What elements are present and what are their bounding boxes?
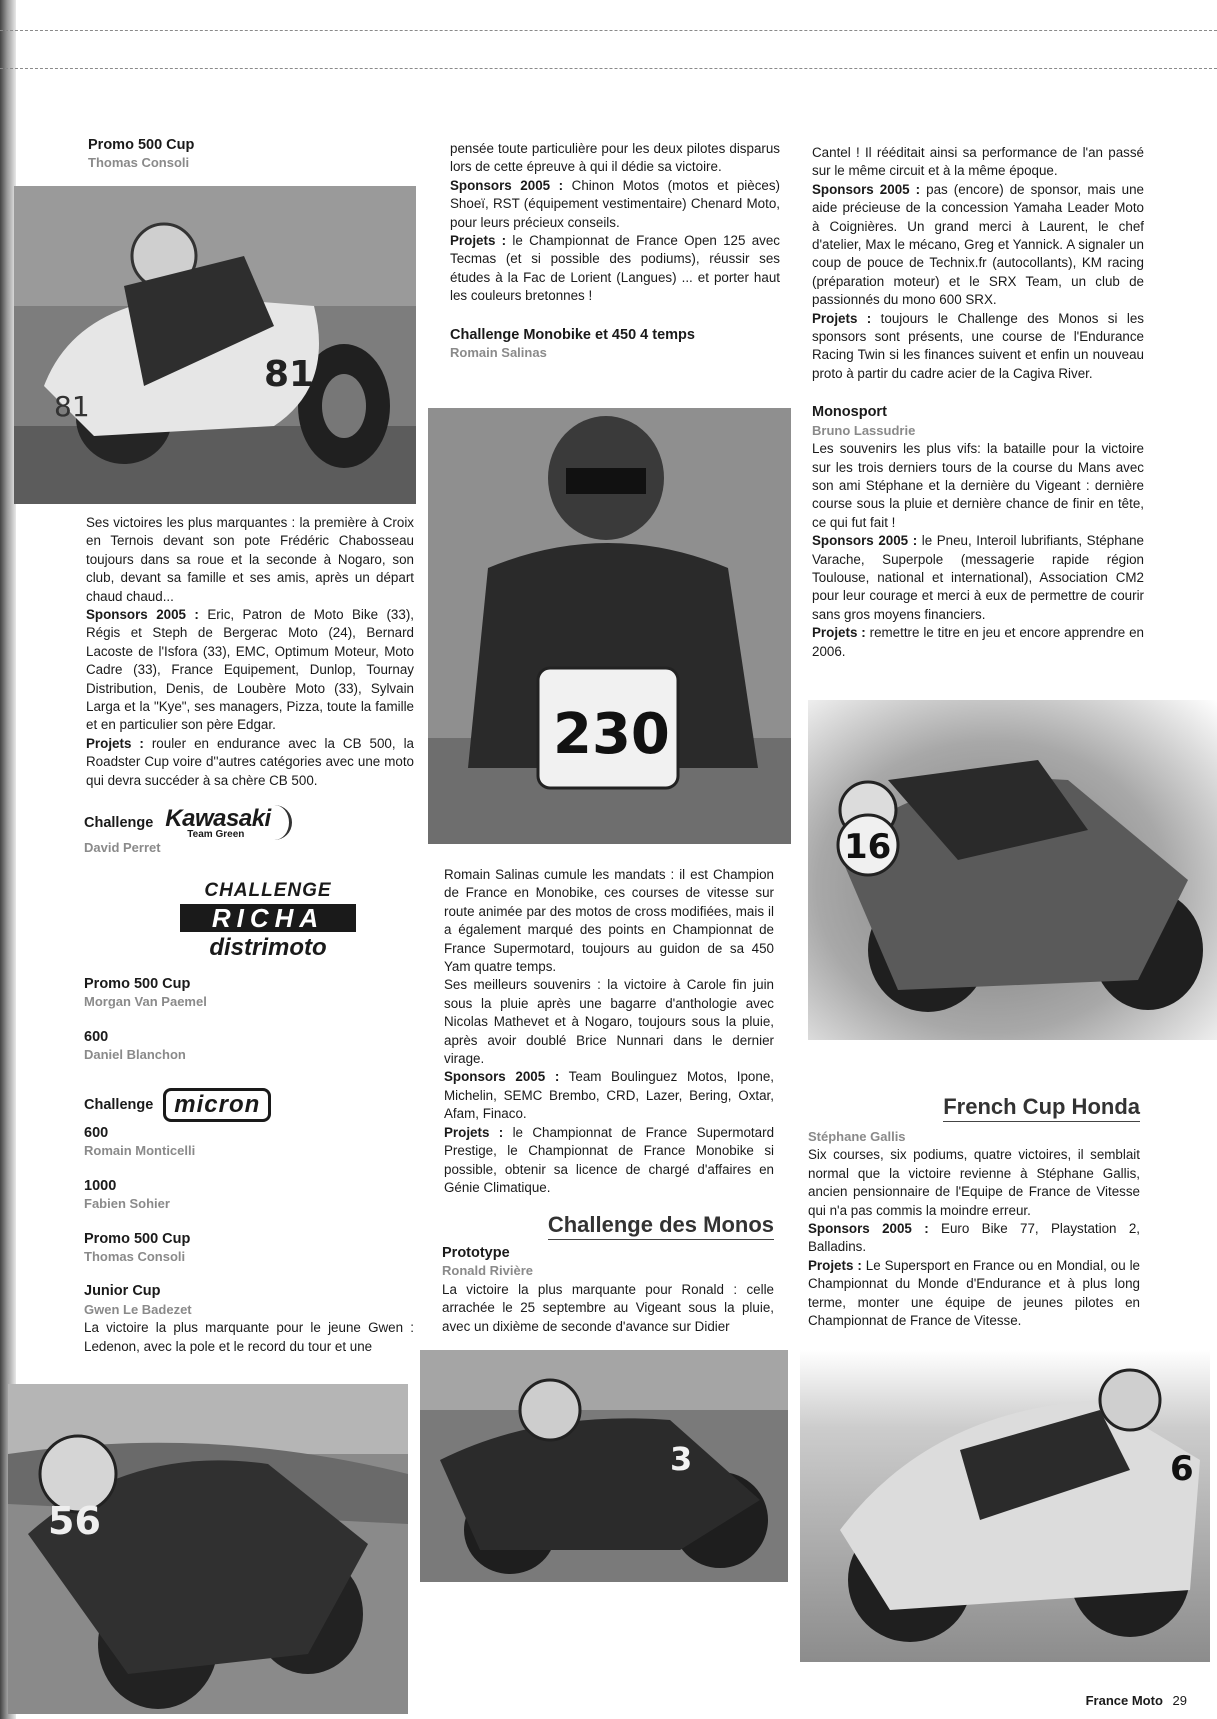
heading: Promo 500 Cup (84, 976, 191, 992)
text: pas (encore) de sponsor, mais une aide précieuse de la concession Yamaha Leader Moto à Coignières. Un grand merci à Laurent, le chef d'atelier, Max le mécano, Greg et Yannick. A signaler un coup de pouce de Technix.fr (autocollants), KM racing (préparation moteur) et le SRX Team, un club de passionnés du mono 600 SRX. (812, 181, 1144, 308)
photo-rider-81 (14, 186, 416, 504)
logo-line-richa: RICHA (180, 904, 356, 932)
col1-list (84, 975, 414, 1065)
rider-name: Stéphane Gallis (808, 1129, 906, 1144)
kawasaki-block (84, 805, 414, 855)
rider-name: Bruno Lassudrie (812, 422, 916, 438)
race-number: 56 (48, 1499, 101, 1543)
monosport-head (812, 403, 1144, 440)
heading: Promo 500 Cup (84, 1230, 191, 1247)
logo-line-distrimoto: distrimoto (209, 934, 327, 961)
label: Projets : (450, 233, 507, 249)
photo-rider-56 (8, 1384, 408, 1714)
photo-rider-16 (808, 700, 1217, 1040)
text: Chinon Motos (motos et pièces) Shoeï, RST (équipement vestimentaire) Chenard Moto, pour leurs précieux conseils. (450, 177, 780, 230)
rider-name: David Perret (84, 840, 161, 855)
paragraph: La victoire la plus marquante pour le jeune Gwen : Ledenon, avec la pole et le record du tour et une (84, 1320, 414, 1354)
rider-name: Fabien Sohier (84, 1196, 170, 1212)
photo-rider-230 (428, 408, 791, 844)
heading: Prototype (442, 1245, 510, 1261)
label: Sponsors 2005 : (86, 607, 199, 623)
paragraph: Ses victoires les plus marquantes : la première à Croix en Ternois devant son pote Frédéric Chabosseau toujours dans sa roue et la seconde à Nogaro, son club, devant sa famille et ses amis, après un départ chaud chaud... (86, 515, 414, 604)
top-dashed-rule (0, 30, 1217, 31)
team-green-text: Team Green (187, 829, 245, 840)
challenge-label: Challenge (84, 1097, 154, 1113)
paragraph: Les souvenirs les plus vifs: la bataille pour la victoire sur les trois derniers tours de la course du Mans avec son ami Stéphane et la dernière du Vigeant : dernière course sous la pluie et dernière chance de finir en tête, ce qui fut fait ! (812, 441, 1144, 530)
heading: Monosport (812, 404, 887, 421)
label: Projets : (812, 625, 866, 641)
label: Projets : (812, 310, 872, 326)
label: Sponsors 2005 : (808, 1221, 929, 1237)
text: le Pneu, Interoil lubrifiants, Stéphane Varache, Superpole (messagerie rapide région Toulouse, national et international), Association CM2 pour leur courage et merci à eux de permettre de courir sans gros moyens financiers. (812, 533, 1144, 622)
label: Sponsors 2005 : (812, 533, 918, 549)
paragraph-projets (444, 1124, 774, 1198)
section-title-monos (444, 1212, 774, 1238)
entry-600 (84, 1028, 414, 1065)
race-number: 81 (264, 354, 315, 395)
rider-name: Romain Monticelli (84, 1143, 196, 1159)
photo-rider-3 (420, 1350, 788, 1582)
entry-promo500 (84, 975, 414, 1012)
section-title-honda (812, 1094, 1140, 1120)
text: le Championnat de France Supermotard Prestige, le Championnat de France Monobike si possible, obtenir sa licence de chargé d'affaires en Génie Climatique. (444, 1124, 775, 1195)
race-number: 230 (553, 702, 670, 767)
label: Sponsors 2005 : (812, 181, 921, 197)
race-number: 16 (844, 827, 892, 867)
heading: 600 (84, 1028, 109, 1045)
text: Team Boulinguez Motos, Ipone, Michelin, SEMC Brembo, CRD, Lazer, Bering, Oxtar, Afam, Finaco. (444, 1069, 774, 1122)
text: remettre le titre en jeu et encore apprendre en 2006. (812, 625, 1144, 659)
label: Projets : (444, 1124, 504, 1140)
heading: 1000 (84, 1177, 117, 1194)
paragraph-projets (450, 232, 780, 306)
race-number: 6 (1170, 1449, 1194, 1489)
label: Sponsors 2005 : (444, 1069, 560, 1085)
rider-name: Ronald Rivière (442, 1263, 534, 1279)
challenge-label: Challenge (84, 814, 154, 831)
paragraph-sponsors (812, 181, 1144, 310)
paragraph: Cantel ! Il rééditait ainsi sa performance de l'an passé sur le même circuit et à la même époque. (812, 145, 1144, 179)
section-title-text: French Cup Honda (943, 1094, 1140, 1122)
rider-name: Daniel Blanchon (84, 1047, 186, 1063)
rider-name: Thomas Consoli (84, 1249, 186, 1265)
page-footer (1086, 1693, 1187, 1708)
entry-600 (84, 1124, 414, 1161)
rider-name: Romain Salinas (450, 345, 547, 361)
entry-promo500 (84, 1230, 414, 1267)
text: le Championnat de France Open 125 avec Tecmas (et si possible des podiums), réussir ses études à la Fac de Lorient (Langues) ... et porter haut les couleurs bretonnes ! (450, 233, 780, 304)
rider-name: Thomas Consoli (88, 155, 190, 171)
race-number: 3 (670, 1440, 693, 1478)
col1-top-head (88, 136, 418, 173)
micron-block (84, 1088, 271, 1122)
heading: Junior Cup (84, 1283, 161, 1300)
paragraph-projets (812, 624, 1144, 661)
race-number-side: 81 (54, 390, 90, 423)
paragraph-sponsors (812, 532, 1144, 624)
col2-proto (442, 1244, 774, 1336)
paragraph: pensée toute particulière pour les deux pilotes disparus lors de cette épreuve à qui il dédie sa victoire. (450, 141, 780, 175)
photo-rider-6-honda (800, 1350, 1210, 1662)
magazine-name: France Moto (1085, 1693, 1163, 1708)
paragraph: Six courses, six podiums, quatre victoires, il semblait normal que la victoire revienne à Stéphane Gallis, ancien pensionnaire de l'Equipe de France de Vitesse qui n'a pas commis la moindre erreur. (808, 1147, 1140, 1218)
col3-top (812, 144, 1144, 661)
rider-name: Morgan Van Paemel (84, 994, 207, 1010)
logo-line-challenge: CHALLENGE (204, 880, 332, 901)
label: Projets : (86, 735, 144, 751)
paragraph: Ses meilleurs souvenirs : la victoire à Carole fin juin sous la pluie après une bagarre d'anthologie avec Nicolas Mathevet et à Nogaro, toujours sous la pluie, après avoir doublé Brice Nunnari dans le dernier virage. (444, 977, 774, 1067)
paragraph-sponsors (86, 606, 414, 735)
col2-body (444, 866, 774, 1197)
heading: 600 (84, 1125, 109, 1141)
kawasaki-logo (165, 805, 291, 840)
paragraph-sponsors (450, 177, 780, 232)
text: Euro Bike 77, Playstation 2, Balladins. (808, 1221, 1140, 1255)
text: rouler en endurance avec la CB 500, la Roadster Cup voire d''autres catégories avec une moto qui devra succéder à sa chère CB 500. (86, 735, 414, 788)
text: toujours le Challenge des Monos si les sponsors sont présents, une course de l'Endurance Racing Twin si les finances suivent et enfin un nouveau proto à partir du cadre acier de la Cagiva River. (812, 310, 1144, 381)
paragraph: Romain Salinas cumule les mandats : il est Champion de France en Monobike, ces courses de vitesse sur route animée par des motos de cross modifiées, mais il a également marqué des points en Championnat de France Supermotard, toujours au guidon de sa 450 Yam quatre temps. (444, 867, 774, 975)
micron-logo: micron (163, 1088, 271, 1122)
paragraph-projets (808, 1257, 1140, 1331)
col1-body (86, 514, 414, 790)
text: Le Supersport en France ou en Mondial, ou le Championnat du Monde d'Endurance et à plus long terme, monter une équipe de jeunes pilotes en Championnat de France de Vitesse. (808, 1257, 1141, 1329)
rider-name: Gwen Le Badezet (84, 1301, 192, 1317)
kawasaki-wordmark: Kawasaki (165, 805, 271, 832)
col3-honda (808, 1128, 1140, 1330)
paragraph-sponsors (444, 1068, 774, 1123)
section-title-text: Challenge des Monos (548, 1212, 774, 1240)
paragraph-projets (86, 735, 414, 790)
col1-list2 (84, 1124, 414, 1356)
mono-head (450, 326, 780, 363)
page-number: 29 (1172, 1693, 1187, 1708)
entry-1000 (84, 1177, 414, 1214)
top-dashed-rule-2 (0, 68, 1217, 69)
entry-junior (84, 1282, 414, 1356)
heading: Promo 500 Cup (88, 137, 195, 153)
paragraph-sponsors (808, 1220, 1140, 1257)
label: Projets : (808, 1257, 862, 1273)
label: Sponsors 2005 : (450, 177, 564, 193)
col2-top (450, 140, 780, 362)
text: Eric, Patron de Moto Bike (33), Régis et Steph de Bergerac Moto (24), Bernard Lacoste de l'Isfora (33), EMC, Optimum Moteur, Moto Cadre (33), France Equipement, Dunlop, Tournay Distribution, Denis, de Loubère Moto (33), Sylvain Larga et la "Kye", ses managers, Pizza, toute la famille et en particulier son père Edgar. (86, 607, 414, 733)
richa-distrimoto-logo (158, 880, 378, 962)
heading: Challenge Monobike et 450 4 temps (450, 326, 695, 343)
paragraph-projets (812, 310, 1144, 384)
paragraph: La victoire la plus marquante pour Ronald : celle arrachée le 25 septembre au Vigeant sous la pluie, avec un dixième de seconde d'avance sur Didier (442, 1281, 774, 1334)
